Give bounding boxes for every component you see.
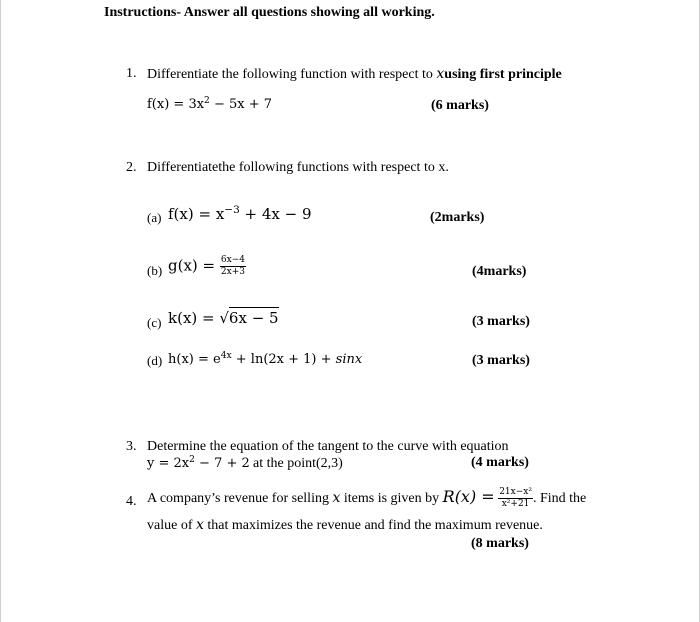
q2d-equation — [168, 352, 362, 367]
q2a-marks: (2marks) — [430, 210, 485, 225]
q2d-exp: 4x — [220, 351, 232, 361]
q4-fraction — [498, 487, 533, 510]
q4-line2-var: x — [195, 517, 204, 533]
q1-text-b: using first principle — [444, 67, 562, 82]
q3-eq-exp: 2 — [189, 455, 195, 465]
q1-lhs: f(x) = 3x — [147, 97, 205, 112]
q2c-radicand: 6x − 5 — [228, 309, 279, 327]
q1-marks: (6 marks) — [431, 98, 489, 113]
q2b-label: (b) — [147, 263, 163, 278]
q2-text: Differentiatethe following functions with respect to x. — [147, 160, 449, 175]
q2c-marks: (3 marks) — [472, 314, 530, 329]
q2a-equation — [168, 205, 312, 223]
q1-rhs: − 5x + 7 — [209, 97, 273, 112]
q2b-fraction — [220, 255, 246, 278]
q4-text-c: . Find the — [532, 491, 587, 506]
q3-number: 3. — [126, 439, 137, 454]
q2b-pre: g(x) = — [168, 256, 216, 275]
q2d-pre: h(x) = e — [168, 352, 221, 367]
q4-line2 — [147, 517, 543, 534]
q4-text-a: A company’s revenue for selling — [147, 491, 333, 506]
q2b-num: 6x−4 — [220, 255, 245, 265]
q2b-den: 2x+3 — [220, 267, 245, 277]
q2-number: 2. — [126, 160, 137, 175]
q4-func: R(x) = — [442, 487, 495, 506]
q1-equation — [147, 97, 272, 112]
left-border — [0, 0, 1, 622]
q2c-label: (c) — [147, 315, 162, 330]
q1-text-a: Differentiate the following function with respect to — [147, 67, 437, 82]
q4-number: 4. — [126, 494, 137, 509]
q4-num: 21x−x² — [499, 487, 532, 498]
q3-text: Determine the equation of the tangent to the curve with equation — [147, 439, 509, 454]
q3-point: at the point(2,3) — [253, 456, 343, 471]
q4-line1 — [147, 487, 586, 510]
q3-marks: (4 marks) — [471, 455, 529, 470]
q2d-mid: + ln(2x + 1) + — [231, 352, 336, 367]
q2d-post: sinx — [335, 352, 363, 367]
q4-line2-a: value of — [147, 518, 196, 533]
q4-text-b: items is given by — [340, 491, 443, 506]
q1-number: 1. — [126, 66, 137, 81]
q3-eq-post: − 7 + 2 — [194, 456, 250, 471]
q2c-pre: k(x) = — [168, 309, 220, 327]
q2b-marks: (4marks) — [472, 264, 527, 279]
q2c-equation — [168, 309, 279, 327]
q2d-marks: (3 marks) — [472, 353, 530, 368]
q2b-equation — [168, 255, 246, 278]
q4-line2-b: that maximizes the revenue and find the maximum revenue. — [203, 518, 543, 533]
q3-eq-pre: y = 2x — [147, 456, 190, 471]
q2a-post: + 4x − 9 — [239, 205, 312, 223]
q2a-label: (a) — [147, 210, 162, 225]
q3-equation-line — [147, 455, 343, 472]
q2a-pre: f(x) = x — [168, 205, 225, 223]
q4-den: x²+21 — [501, 499, 530, 510]
q4-marks: (8 marks) — [471, 536, 529, 551]
q2c-radical: √ — [219, 309, 229, 327]
q4-var: x — [332, 490, 341, 506]
q1-text — [147, 66, 562, 83]
q1-exp: 2 — [204, 96, 210, 106]
q2a-exp: −3 — [224, 204, 240, 217]
q2d-label: (d) — [147, 353, 163, 368]
q1-var: x — [436, 66, 445, 82]
instructions-heading: Instructions- Answer all questions showing all working. — [104, 5, 435, 20]
